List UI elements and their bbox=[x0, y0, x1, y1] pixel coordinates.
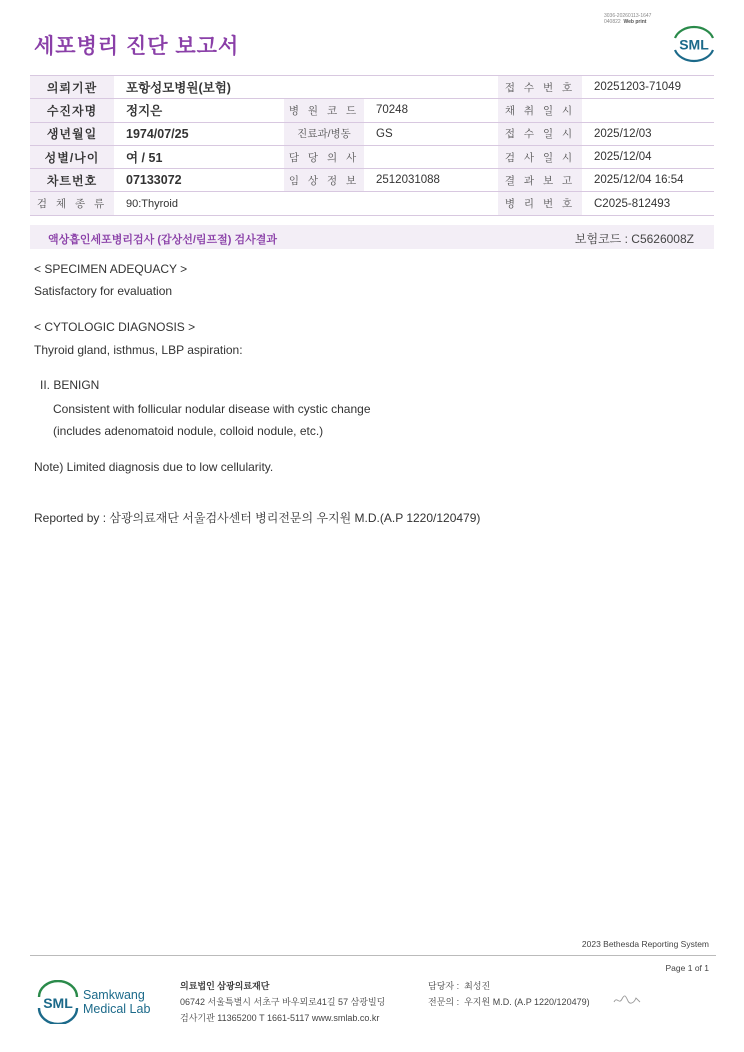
label-department: 진료과/병동 bbox=[284, 122, 364, 145]
info-row bbox=[30, 145, 714, 168]
samkwang-logo-icon bbox=[36, 980, 80, 1024]
label-hospital-code: 병 원 코 드 bbox=[284, 99, 364, 122]
diagnosis-line-2: (includes adenomatoid nodule, colloid nodule, etc.) bbox=[53, 424, 324, 438]
print-meta bbox=[604, 13, 651, 25]
info-row bbox=[30, 122, 714, 145]
footer-divider bbox=[30, 955, 716, 956]
label-result-report: 결 과 보 고 bbox=[498, 169, 582, 192]
patient-info-table bbox=[30, 75, 714, 216]
value-hospital-code: 70248 bbox=[364, 99, 498, 122]
value-received-date: 2025/12/03 bbox=[582, 122, 714, 145]
brand-line-2: Medical Lab bbox=[83, 1002, 151, 1016]
label-patient-name: 수진자명 bbox=[30, 99, 114, 122]
label-test-date: 검 사 일 시 bbox=[498, 145, 582, 168]
brand-name bbox=[83, 988, 150, 1016]
value-test-date: 2025/12/04 bbox=[582, 145, 714, 168]
staff-label: 담당자 : bbox=[428, 981, 460, 991]
label-physician: 담 당 의 사 bbox=[284, 145, 364, 168]
value-sex-age: 여 / 51 bbox=[114, 145, 284, 168]
diagnosis-heading: < CYTOLOGIC DIAGNOSIS > bbox=[34, 320, 196, 334]
label-accession-number: 접 수 번 호 bbox=[498, 76, 582, 99]
page-number: Page 1 of 1 bbox=[665, 963, 709, 973]
value-patient-name: 정지은 bbox=[114, 99, 284, 122]
diagnosis-category: II. BENIGN bbox=[40, 378, 100, 392]
print-meta-code: 040822 bbox=[604, 19, 621, 25]
value-pathology-number: C2025-812493 bbox=[582, 192, 714, 215]
insurance-code: 보험코드 : C5626008Z bbox=[574, 232, 694, 246]
sml-logo-icon bbox=[670, 24, 718, 64]
info-row bbox=[30, 192, 714, 215]
value-collection-date bbox=[582, 99, 714, 122]
sml-logo-text: SML bbox=[679, 36, 709, 53]
label-received-date: 접 수 일 시 bbox=[498, 122, 582, 145]
label-birth-date: 생년월일 bbox=[30, 122, 114, 145]
section-title: 액상흡인세포병리검사 (갑상선/림프절) 검사결과 bbox=[48, 234, 278, 246]
doctor-label: 전문의 : bbox=[428, 997, 460, 1007]
label-sex-age: 성별/나이 bbox=[30, 145, 114, 168]
section-header bbox=[30, 225, 714, 249]
adequacy-text: Satisfactory for evaluation bbox=[34, 284, 173, 298]
value-specimen-type: 90:Thyroid bbox=[114, 192, 498, 215]
value-department: GS bbox=[364, 122, 498, 145]
label-specimen-type: 검 체 종 류 bbox=[30, 192, 114, 215]
adequacy-heading: < SPECIMEN ADEQUACY > bbox=[34, 262, 188, 276]
diagnosis-line-1: Consistent with follicular nodular disease with cystic change bbox=[53, 402, 371, 416]
brand-line-1: Samkwang bbox=[83, 988, 145, 1002]
bethesda-label: 2023 Bethesda Reporting System bbox=[581, 939, 709, 949]
value-birth-date: 1974/07/25 bbox=[114, 122, 284, 145]
label-collection-date: 채 취 일 시 bbox=[498, 99, 582, 122]
diagnosis-site: Thyroid gland, isthmus, LBP aspiration: bbox=[34, 343, 243, 357]
value-accession-number: 20251203-71049 bbox=[582, 76, 714, 99]
web-print-label: Web print bbox=[623, 19, 647, 25]
signature-mark-icon bbox=[612, 993, 642, 1007]
label-pathology-number: 병 리 번 호 bbox=[498, 192, 582, 215]
value-chart-number: 07133072 bbox=[114, 169, 284, 192]
value-requesting-institution: 포항성모병원(보험) bbox=[114, 76, 498, 99]
footer-org-block bbox=[180, 978, 385, 1026]
org-name: 의료법인 삼광의료재단 bbox=[180, 981, 270, 991]
value-clinical-info: 2512031088 bbox=[364, 169, 498, 192]
value-result-report: 2025/12/04 16:54 bbox=[582, 169, 714, 192]
diagnosis-note: Note) Limited diagnosis due to low cellularity. bbox=[34, 460, 274, 474]
reported-by: Reported by : 삼광의료재단 서울검사센터 병리전문의 우지원 M.D.(A.P 1220/120479) bbox=[34, 511, 481, 525]
label-chart-number: 차트번호 bbox=[30, 169, 114, 192]
label-clinical-info: 임 상 정 보 bbox=[284, 169, 364, 192]
info-row bbox=[30, 169, 714, 192]
label-requesting-institution: 의뢰기관 bbox=[30, 76, 114, 99]
samkwang-logo-text: SML bbox=[43, 995, 73, 1011]
info-row bbox=[30, 76, 714, 99]
org-contact: 검사기관 11365200 T 1661-5117 www.smlab.co.kr bbox=[180, 1013, 380, 1023]
staff-name: 최성진 bbox=[464, 981, 491, 991]
doctor-name: 우지원 M.D. (A.P 1220/120479) bbox=[464, 997, 590, 1007]
page-title: 세포병리 진단 보고서 bbox=[34, 35, 240, 58]
value-physician bbox=[364, 145, 498, 168]
print-meta-id: 3036-20260113-1647 bbox=[604, 13, 652, 19]
org-address: 06742 서울특별시 서초구 바우뫼로41길 57 삼광빌딩 bbox=[180, 997, 386, 1007]
footer-staff-block bbox=[428, 978, 590, 1010]
info-row bbox=[30, 99, 714, 122]
